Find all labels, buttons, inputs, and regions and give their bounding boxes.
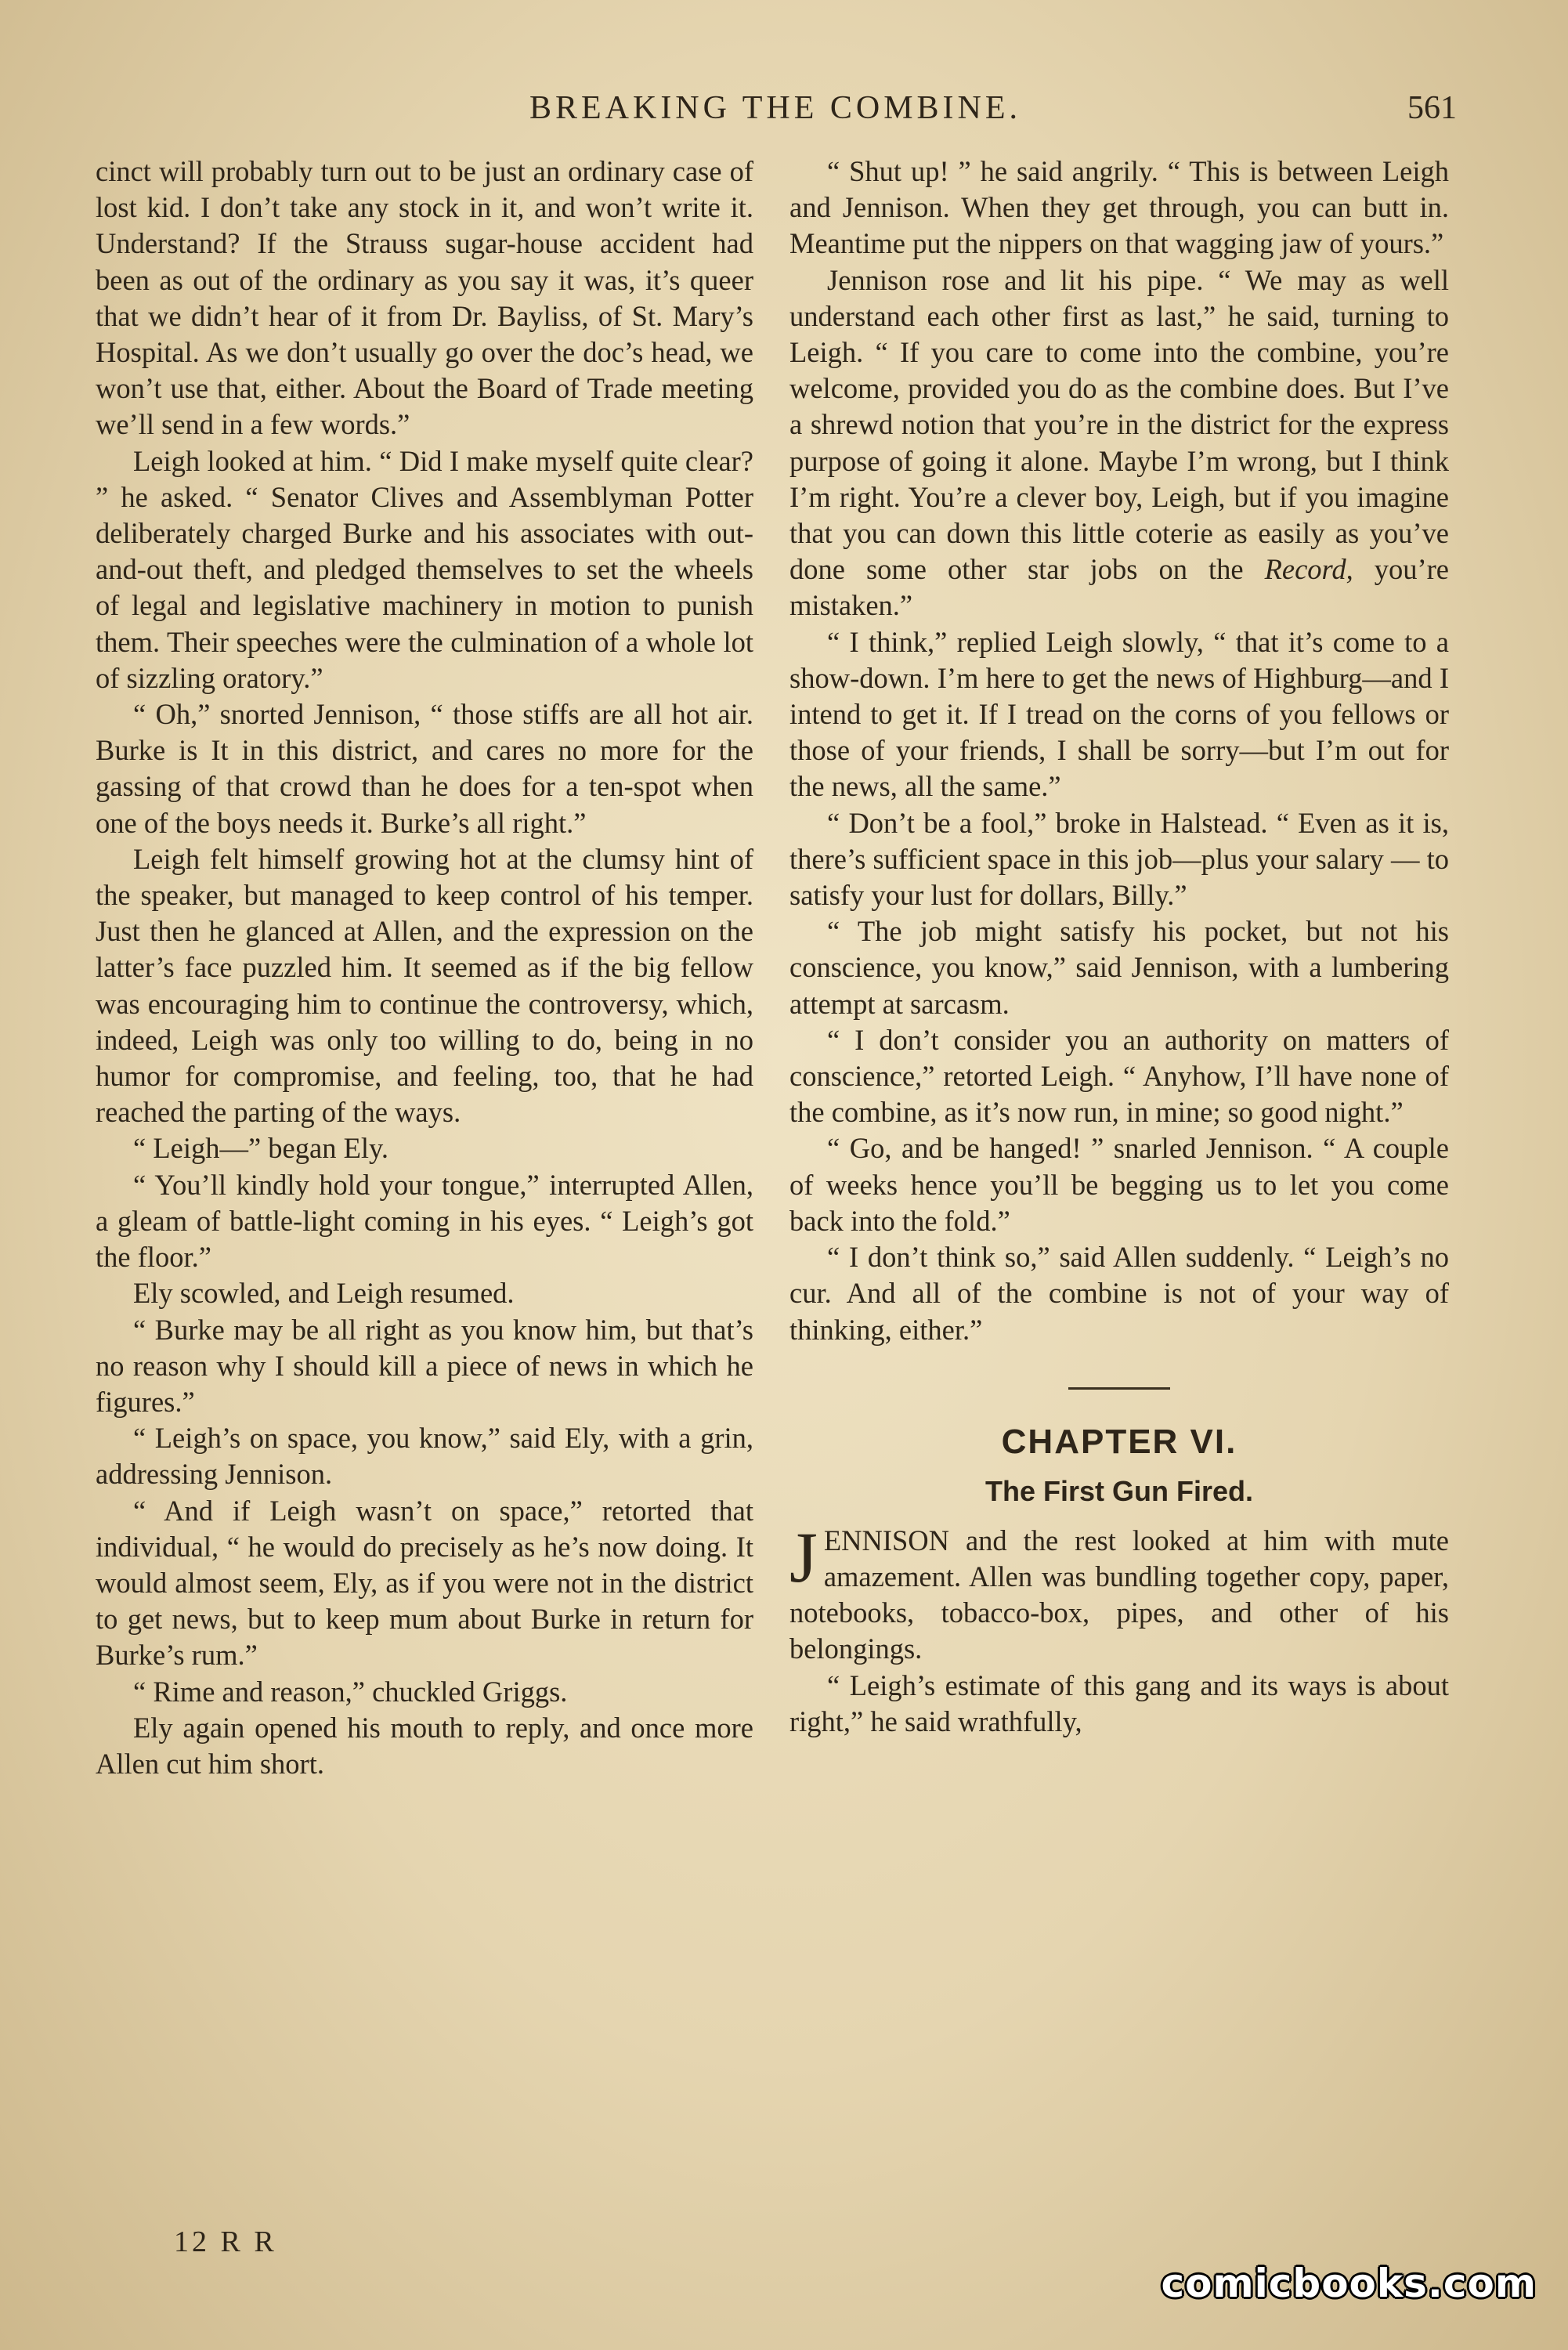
chapter-subtitle: The First Gun Fired. bbox=[985, 1474, 1254, 1507]
paragraph: “ Go, and be hanged! ” snarled Jennison. “ A couple of weeks hence you’ll be begging us to let you come back into the fold.” bbox=[789, 1132, 1449, 1237]
paragraph: “ Don’t be a fool,” broke in Halstead. “ Even as it is, there’s sufficient space in this job—plus your salary — to satisfy your lust for dollars, Billy.” bbox=[789, 806, 1449, 912]
paragraph: “ You’ll kindly hold your tongue,” interrupted Allen, a gleam of battle-light coming in his eyes. “ Leigh’s got the floor.” bbox=[96, 1168, 753, 1274]
paragraph: “ And if Leigh wasn’t on space,” retorted that individual, “ he would do precisely as he’s now doing. It would almost seem, Ely, as if you were not in the district to get news, but to keep mum about Burke in return for Burke’s rum.” bbox=[96, 1494, 753, 1672]
paragraph bbox=[789, 1517, 1449, 1668]
paragraph: “ Shut up! ” he said angrily. “ This is between Leigh and Jennison. When they get through, you can butt in. Meantime put the nippers on that wagging jaw of yours.” bbox=[789, 155, 1449, 260]
newspaper-name: Record, bbox=[1264, 553, 1353, 586]
page-number: 561 bbox=[1407, 90, 1457, 126]
right-column bbox=[789, 154, 1449, 1740]
paragraph: “ The job might satisfy his pocket, but not his conscience, you know,” said Jennison, with a lumbering attempt at sarcasm. bbox=[789, 915, 1449, 1020]
paragraph-text: ENNISON and the rest looked at him with mute amazement. Allen was bundling together copy, paper, notebooks, tobacco-box, pipes, and other of his belongings. bbox=[789, 1524, 1449, 1665]
paragraph-text: Jennison rose and lit his pipe. “ We may as well understand each other first as last,” he said, turning to Leigh. “ If you care to come into the combine, you’re welcome, provided you do as the combine does. But I’ve a shrewd notion that you’re in the district for the express purpose of going it alone. Maybe I’m wrong, but I think I’m right. You’re a clever boy, Leigh, but if you imagine that you can down this little coterie as easily as you’ve done some other star jobs on the bbox=[789, 263, 1449, 586]
page-header bbox=[94, 85, 1457, 132]
paragraph: “ I think,” replied Leigh slowly, “ that it’s come to a show-down. I’m here to get the news of Highburg—and I intend to get it. If I tread on the corns of you fellows or those of your friends, I shall be sorry—but I’m out for the news, all the same.” bbox=[789, 625, 1449, 803]
signature-mark: 12 R R bbox=[174, 2225, 277, 2258]
left-column bbox=[96, 154, 753, 1782]
paragraph: “ I don’t think so,” said Allen suddenly. “ Leigh’s no cur. And all of the combine is not of your way of thinking, either.” bbox=[789, 1241, 1449, 1346]
section-divider bbox=[1068, 1387, 1170, 1390]
paragraph: cinct will probably turn out to be just an ordinary case of lost kid. I don’t take any stock in it, and won’t write it. Understand? If the Strauss sugar-house accident had been as out of the ordinary as you say it was, it’s queer that we didn’t hear of it from Dr. Bayliss, of St. Mary’s Hospital. As we don’t usually go over the doc’s head, we won’t use that, either. About the Board of Trade meeting we’ll send in a few words.” bbox=[96, 155, 753, 441]
running-head: BREAKING THE COMBINE. bbox=[529, 90, 1022, 126]
paragraph: “ Burke may be all right as you know him, but that’s no reason why I should kill a piece of news in which he figures.” bbox=[96, 1313, 753, 1418]
paragraph: “ Leigh’s estimate of this gang and its ways is about right,” he said wrathfully, bbox=[789, 1668, 1449, 1737]
paragraph: Ely scowled, and Leigh resumed. bbox=[133, 1277, 515, 1310]
paragraph: Ely again opened his mouth to reply, and once more Allen cut him short. bbox=[96, 1711, 753, 1780]
watermark: comicbooks.com bbox=[1161, 2261, 1537, 2306]
paragraph: “ Leigh—” began Ely. bbox=[133, 1132, 389, 1165]
paragraph-text: you’re mistaken.” bbox=[789, 553, 1450, 622]
paragraph: “ I don’t consider you an authority on matters of conscience,” retorted Leigh. “ Anyhow, I’ll have none of the combine, as it’s now run, in mine; so good night.” bbox=[789, 1023, 1449, 1129]
chapter-heading: CHAPTER VI. bbox=[1001, 1422, 1237, 1461]
paragraph: Leigh felt himself growing hot at the clumsy hint of the speaker, but managed to keep control of his temper. Just then he glanced at Allen, and the expression on the latter’s face puzzled him. It seemed as if the big fellow was encouraging him to continue the controversy, which, indeed, Leigh was only too willing to do, being in no humor for compromise, and feeling, too, that he had reached the parting of the ways. bbox=[96, 842, 753, 1129]
drop-cap: J bbox=[789, 1517, 818, 1597]
paragraph bbox=[789, 262, 1449, 624]
paragraph: Leigh looked at him. “ Did I make myself quite clear? ” he asked. “ Senator Clives and Assemblyman Potter deliberately charged Burke and his associates with out-and-out theft, and pledged themselves to set the wheels of legal and legislative machinery in motion to punish them. Their speeches were the culmination of a whole lot of sizzling oratory.” bbox=[96, 444, 753, 694]
paragraph: “ Leigh’s on space, you know,” said Ely, with a grin, addressing Jennison. bbox=[96, 1422, 753, 1491]
paragraph: “ Rime and reason,” chuckled Griggs. bbox=[133, 1675, 568, 1708]
paragraph: “ Oh,” snorted Jennison, “ those stiffs are all hot air. Burke is It in this district, and cares no more for the gassing of that crowd than he does for a ten-spot when one of the boys needs it. Burke’s all right.” bbox=[96, 698, 753, 839]
